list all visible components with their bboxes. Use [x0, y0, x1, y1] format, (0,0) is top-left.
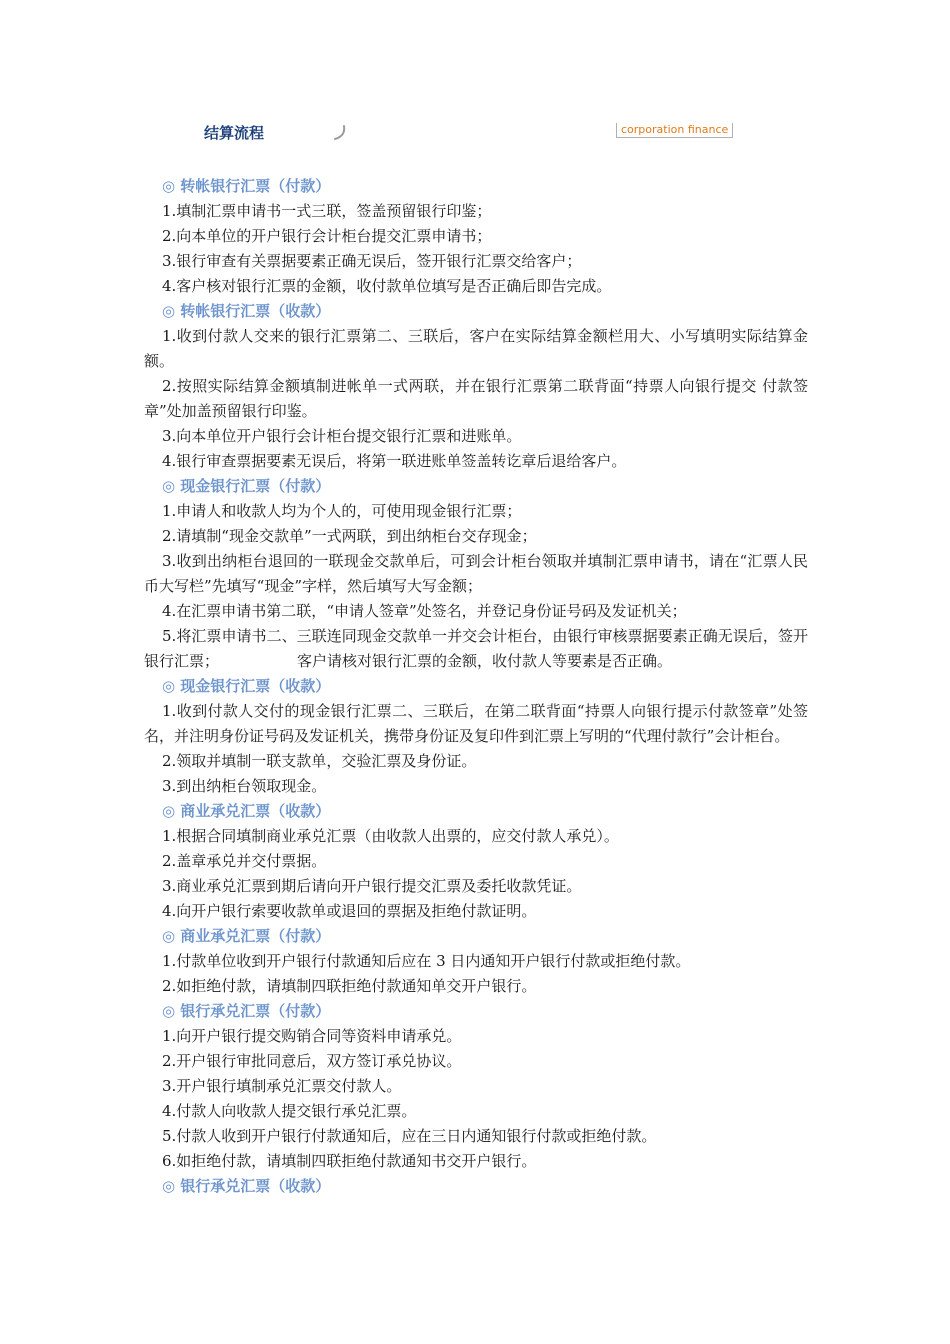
- section-heading: ◎ 商业承兑汇票（付款）: [162, 927, 331, 945]
- list-item: 5.付款人收到开户银行付款通知后，应在三日内通知银行付款或拒绝付款。: [162, 1127, 657, 1145]
- section-heading: ◎ 银行承兑汇票（收款）: [162, 1177, 331, 1195]
- list-item: 1.填制汇票申请书一式三联，签盖预留银行印鉴；: [162, 202, 492, 220]
- header-banner: [200, 118, 750, 148]
- section-heading: ◎ 商业承兑汇票（收款）: [162, 802, 331, 820]
- list-item: 4.在汇票申请书第二联，“申请人签章”处签名，并登记身份证号码及发证机关；: [162, 602, 687, 620]
- section-heading: ◎ 转帐银行汇票（付款）: [162, 177, 331, 195]
- section-heading: ◎ 转帐银行汇票（收款）: [162, 302, 331, 320]
- swoosh-mark-icon: [332, 124, 348, 142]
- list-item: 2.领取并填制一联支款单，交验汇票及身份证。: [162, 752, 477, 770]
- list-item: 1.向开户银行提交购销合同等资料申请承兑。: [162, 1027, 462, 1045]
- section-heading: ◎ 现金银行汇票（收款）: [162, 677, 331, 695]
- section-heading: ◎ 银行承兑汇票（付款）: [162, 1002, 331, 1020]
- banner-title: 结算流程: [204, 124, 265, 142]
- banner-brand: corporation finance: [616, 123, 733, 138]
- list-item: 4.客户核对银行汇票的金额，收付款单位填写是否正确后即告完成。: [162, 277, 612, 295]
- section-heading: ◎ 现金银行汇票（付款）: [162, 477, 331, 495]
- list-item: 2.开户银行审批同意后，双方签订承兑协议。: [162, 1052, 462, 1070]
- list-item: 3.收到出纳柜台退回的一联现金交款单后，可到会计柜台领取并填制汇票申请书，请在“汇票人民币大写栏”先填写“现金”字样，然后填写大写金额；: [144, 552, 808, 595]
- list-item: [144, 624, 808, 674]
- list-item: 4.向开户银行索要收款单或退回的票据及拒绝付款证明。: [162, 902, 537, 920]
- list-item: 1.根据合同填制商业承兑汇票（由收款人出票的，应交付款人承兑）。: [162, 827, 619, 845]
- list-item: 4.付款人向收款人提交银行承兑汇票。: [162, 1102, 417, 1120]
- list-item: 2.向本单位的开户银行会计柜台提交汇票申请书；: [162, 227, 492, 245]
- list-item: 4.银行审查票据要素无误后，将第一联进账单签盖转讫章后退给客户。: [162, 452, 627, 470]
- document-body: [144, 174, 808, 1199]
- list-item: 1.付款单位收到开户银行付款通知后应在 3 日内通知开户银行付款或拒绝付款。: [162, 952, 691, 970]
- list-item: 3.商业承兑汇票到期后请向开户银行提交汇票及委托收款凭证。: [162, 877, 582, 895]
- list-item: 1.收到付款人交来的银行汇票第二、三联后，客户在实际结算金额栏用大、小写填明实际结算金额。: [144, 327, 808, 370]
- list-item: 6.如拒绝付款，请填制四联拒绝付款通知书交开户银行。: [162, 1152, 537, 1170]
- list-item: 1.申请人和收款人均为个人的，可使用现金银行汇票；: [162, 502, 522, 520]
- list-item: 2.如拒绝付款，请填制四联拒绝付款通知单交开户银行。: [162, 977, 537, 995]
- list-item: 1.收到付款人交付的现金银行汇票二、三联后，在第二联背面“持票人向银行提示付款签章”处签名，并注明身份证号码及发证机关，携带身份证及复印件到汇票上写明的“代理付款行”会计柜台。: [144, 702, 808, 745]
- list-item: 2.盖章承兑并交付票据。: [162, 852, 327, 870]
- list-item: 2.请填制“现金交款单”一式两联，到出纳柜台交存现金；: [162, 527, 537, 545]
- list-item-part: 5.将汇票申请书二、三联连同现金交款单一并交会计柜台，由银行审核票据要素正确无误后，签开银行汇票；: [144, 627, 808, 670]
- list-item: 3.银行审查有关票据要素正确无误后，签开银行汇票交给客户；: [162, 252, 582, 270]
- list-item-part: 客户请核对银行汇票的金额，收付款人等要素是否正确。: [297, 652, 673, 670]
- list-item: 3.到出纳柜台领取现金。: [162, 777, 327, 795]
- list-item: 2.按照实际结算金额填制进帐单一式两联，并在银行汇票第二联背面“持票人向银行提交 付款签章”处加盖预留银行印鉴。: [144, 377, 808, 420]
- list-item: 3.开户银行填制承兑汇票交付款人。: [162, 1077, 402, 1095]
- list-item: 3.向本单位开户银行会计柜台提交银行汇票和进账单。: [162, 427, 522, 445]
